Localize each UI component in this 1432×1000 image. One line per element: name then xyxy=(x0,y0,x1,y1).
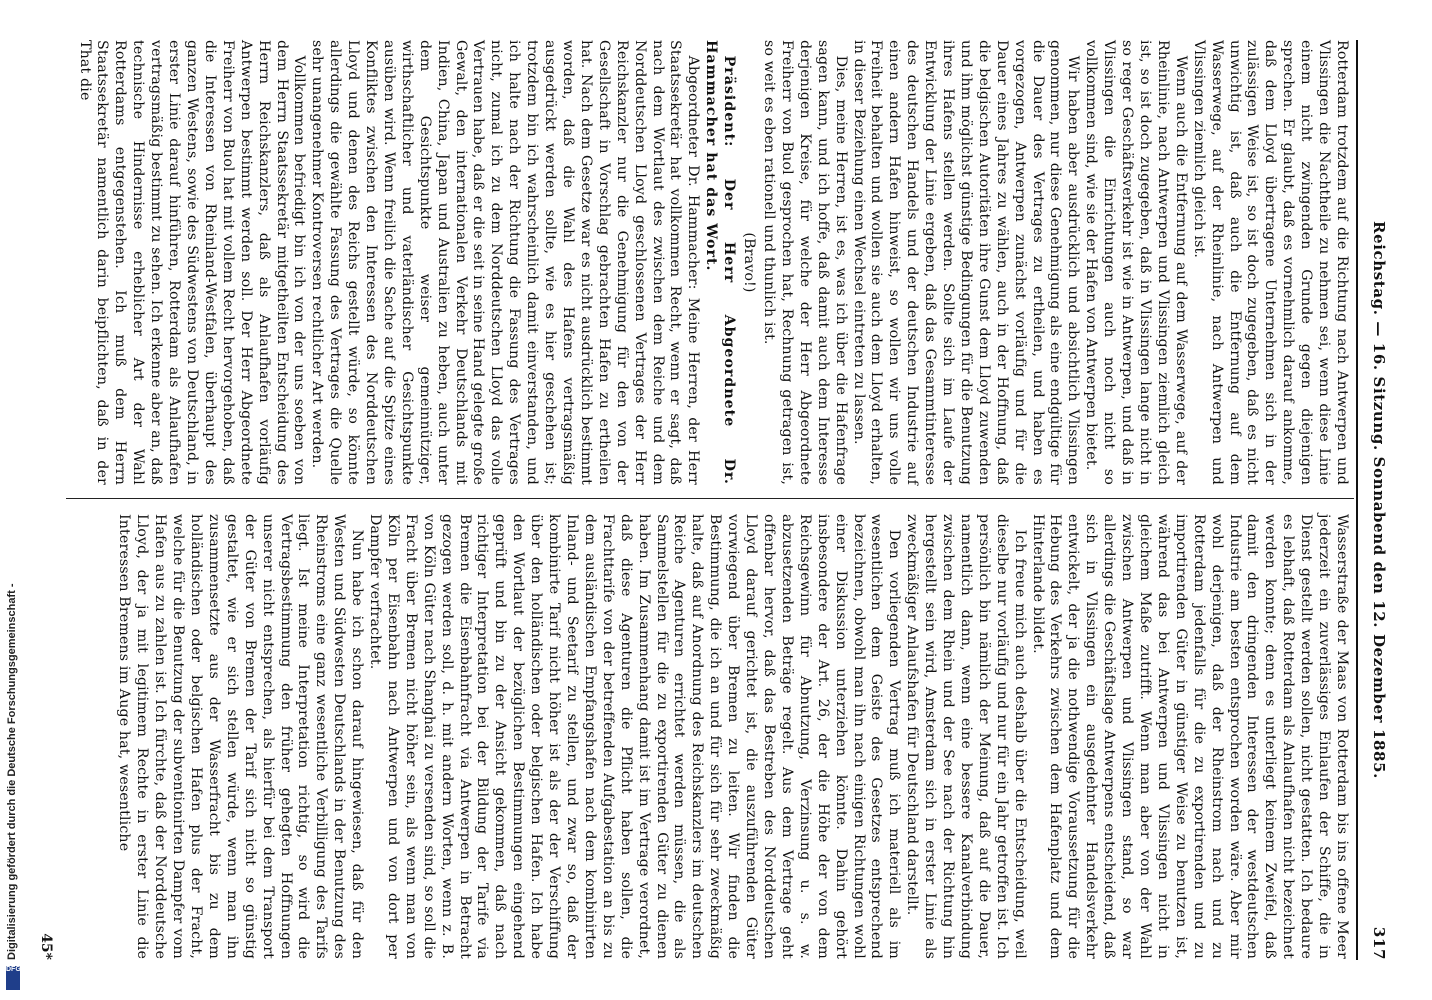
paragraph: Ich freue mich auch deshalb über die Entscheidung, weil dieselbe nur vorläufig und nur für ein Jahr getroffen ist. Ich persönlich bin nämlich der Meinung, daß auf die Dauer, namentlich dann, wenn eine bessere Kanalverbindung zwischen dem Rhein und der See nach der Richtung hin hergestellt sein wird, Amsterdam sich in erster Linie als zweckmäßiger Anlaufshafen für Deutschland darstellt. xyxy=(904,514,1028,959)
signature-mark: 45* xyxy=(38,933,54,960)
credit-text: Digitalisierung gefördert durch die Deutsche Forschungsgemeinschaft - xyxy=(6,583,18,960)
running-head xyxy=(1362,40,1388,960)
speech-paragraph: Vollkommen befriedigt bin ich von der uns soeben von dem Herrn Staatssekretär mitgetheilten Entscheidung des Herrn Reichskanzlers, daß als Anlaufhafen vorläufig Antwerpen bestimmt werden soll. Der Herr Abgeordnete Freiherr von Buol hat mit vollem Recht hervorgehoben, daß die Interessen von Rheinland-Westfalen, überhaupt des ganzen Westens, sowie des Südwestens von Deutschland, in erster Linie darauf hinführen, Rotterdam als Anlaufhafen vertragsmäßig bestimmt zu sehen. Ich erkenne aber an, daß technische Hindernisse erheblicher Art der Wahl Rotterdams entgegenstehen. Ich muß dem Herrn Staatssekretär namentlich darin beipflichten, daß in der That die xyxy=(76,40,308,485)
column-divider xyxy=(66,498,1354,499)
left-column xyxy=(75,40,1350,485)
paragraph: Rotterdam trotzdem auf die Richtung nach Antwerpen und Vlissingen die Nachtheile zu nehmen sei, wenn diese Linie einem nicht zwingenden Grunde gegen diejenigen sprechen. Er glaubt, daß es vornehmlich darauf ankomme, daß dem Lloyd übertragene Unternehmen sich in der zulässigen Weise ist, so ist doch zugegeben, daß es nicht unwichtig ist, daß auch die Entfernung auf dem Wasserwege, auf der Rheinlinie, nach Antwerpen und Vlissingen ziemlich gleich ist. xyxy=(1190,40,1350,485)
page-title: Reichstag. — 16. Sitzung. Sonnabend den 12. Dezember 1885. xyxy=(1370,221,1388,779)
paragraph: Wasserstraße der Maas von Rotterdam bis ins offene Meer jederzeit ein zuverlässiges Einlaufen der Schiffe, die in Dienst gestellt werden sollen, nicht gestatten. Ich bedaure es lebhaft, daß Rotterdam als Anlaufhafen nicht bezeichnet werden konnte; denn es unterliegt keinem Zweifel, daß damit den dringenden Interessen der westdeutschen Industrie am besten entsprochen worden wäre. Aber mir wohl derjenigen, daß der Rheinstrom nach und zu Rotterdam jedenfalls für die zu exportirenden und zu importirenden Güter in günstiger Weise zu benutzen ist, während das bei Antwerpen und Vlissingen nicht in gleichem Maße zutrifft. Wenn man aber von der Wahl zwischen Antwerpen und Vlissingen stand, so war allerdings die Geschäftslage Antwerpens entscheidend, daß sich in Vlissingen ein ausgedehnter Handelsverkehr entwickelt, der ja die nothwendige Voraussetzung für die Hebung des Verkehrs zwischen dem Hafenplatz und dem Hinterlande bildet. xyxy=(1029,514,1350,959)
president-line: Präsident: Der Herr Abgeordnete Dr. Hammacher hat das Wort. xyxy=(703,40,738,485)
speech-paragraph: Abgeordneter Dr. Hammacher: Meine Herren, der Herr Staatssekretär hat vollkommen Recht, wenn er sagt, daß nach dem Wortlaut des zwischen dem Reiche und dem Norddeutschen Lloyd geschlossenen Vertrages der Herr Reichskanzler nur die Genehmigung für den von der Gesellschaft in Vorschlag gebrachten Hafen zu ertheilen hat. Nach dem Gesetze war es nicht ausdrücklich bestimmt worden, daß die Wahl des Hafens vertragsmäßig ausgedrückt werden sollte, wie es hier geschehen ist; trotzdem bin ich wahrscheinlich damit einverstanden, und ich halte nach der Richtung die Fassung des Vertrages nicht, zumal ich zu dem Norddeutschen Lloyd das volle Vertrauen habe, daß er die seit in seine Hand gelegte große Gewalt, den internationalen Verkehr Deutschlands mit Indien, China, Japan und Australien zu heben, auch unter dem Gesichtspunkte weiser gemeinnütziger, wirthschaftlicher und vaterländischer Gesichtspunkte ausüben wird. Wenn freilich die Sache auf die Spitze eines Konfliktes zwischen den Interessen des Norddeutschen Lloyd und denen des Reichs gestellt würde, so könnte allerdings die gewählte Fassung des Vertrages die Quelle sehr unangenehmer Kontroversen rechtlicher Art werden. xyxy=(309,40,702,485)
paragraph: Den vorliegenden Vertrag muß ich materiell als im wesentlichen dem Geiste des Gesetzes entsprechend bezeichnen, obwohl man ihn nach einigen Richtungen wohl einer Diskussion unterziehen könnte. Dahin gehört insbesondere der Art. 26, der die Höhe der von dem Reichsgewinn für Abnutzung, Verzinsung u. s. w. abzusetzenden Beträge regelt. Aus dem Vertrage geht offenbar hervor, daß das Bestreben des Norddeutschen Lloyd darauf gerichtet ist, die auszuführenden Güter vorwiegend über Bremen zu leiten. Wir finden die Bestimmung, die ich an und für sich für sehr zweckmäßig halte, daß auf Anordnung des Reichskanzlers im deutschen Reiche Agenturen errichtet werden müssen, die als Sammelstellen für die zu exportirenden Güter zu dienen haben. Im Zusammenhang damit ist im Vertrage verordnet, daß diese Agenturen die Pflicht haben sollen, die Frachttarife von der betreffenden Aufgabestation an bis zu dem ausländischen Empfangshafen nach dem kombinirten Inland- und Seetarif zu stellen, und zwar so, daß der kombinirte Tarif nicht höher ist als der der Verschiffung über den holländischen oder belgischen Hafen. Ich habe den Wortlaut der bezüglichen Bestimmungen eingehend geprüft und bin zu der Ansicht gekommen, daß nach richtiger Interpretation bei der Bildung der Tarife via Bremen die Eisenbahnfracht via Antwerpen in Betracht gezogen werden soll, d. h. mit andern Worten, wenn z. B. von Köln Güter nach Shanghai zu versenden sind, so soll die Fracht über Bremen nicht höher sein, als wenn man von Köln per Eisenbahn nach Antwerpen und von dort per Dampfer verfrachtet. xyxy=(367,514,903,959)
applause-note: (Bravo!) xyxy=(741,232,758,293)
right-column xyxy=(114,514,1350,959)
page-number: 317 xyxy=(1370,926,1388,960)
paragraph: Dies, meine Herren, ist es, was ich über die Hafenfrage sagen kann, und ich hoffe, daß damit auch dem Interesse derjenigen Kreise, für welche der Herr Abgeordnete Freiherr von Buol gesprochen hat, Rechnung getragen ist, so weit es eben rationell und thunlich ist. xyxy=(761,40,849,485)
paragraph: Nun habe ich schon darauf hingewiesen, daß für den Westen und Südwesten Deutschlands in der Benutzung des Rheinstroms eine ganz wesentliche Verbilligung des Tarifs liegt. Ist meine Interpretation richtig, so wird die Vertragsbestimmung den früher gehegten Hoffnungen unserer nicht entsprechen, als hierfür bei dem Transport der Güter von Bremen der Tarif sich nicht so günstig gestaltet, wie er sich stellen würde, wenn man ihn zusammensetzte aus der Wasserfracht bis zu dem holländischen oder belgischen Hafen plus der Fracht, welche für die Benutzung der subventionirten Dampfer vom Hafen aus zu zahlen ist. Ich fürchte, daß der Norddeutsche Lloyd, der ja mit legitimem Rechte in erster Linie die Interessen Bremens im Auge hat, wesentliche xyxy=(116,514,366,959)
digitization-credit xyxy=(2,0,24,1000)
scanned-page xyxy=(26,0,1406,1000)
dfg-logo: DFG xyxy=(6,966,20,990)
paragraph: Wenn auch die Entfernung auf dem Wasserwege, auf der Rheinlinie, nach Antwerpen und Vlissingen ziemlich gleich ist, so ist doch zugegeben, daß in Vlissingen lange nicht in so reger Geschäftsverkehr ist wie in Antwerpen, und daß in Vlissingen die Einrichtungen auch noch nicht so vollkommen sind, wie sie der Hafen von Antwerpen bietet. xyxy=(1083,40,1189,485)
header-rule xyxy=(1356,40,1358,960)
paragraph: Wir haben aber ausdrücklich und absichtlich Vlissingen genommen, nur diese Genehmigung als eine endgültige für die Dauer des Vertrages zu ertheilen, und haben es vorgezogen, Antwerpen zunächst vorläufig und für die Dauer eines Jahres zu wählen, auch in der Hoffnung, daß die belgischen Autoritäten ihre Gunst dem Lloyd zuwenden und ihm möglichst günstige Bedingungen für die Benutzung ihres Hafens stellen werden. Sollte sich im Laufe der Entwicklung der Linie ergeben, daß das Gesammtinteresse des deutschen Handels und der deutschen Industrie auf einen andern Hafen hinweist, so wollen wir uns volle Freiheit behalten und wollen sie auch dem Lloyd erhalten, in dieser Beziehung einen Wechsel eintreten zu lassen. xyxy=(850,40,1082,485)
